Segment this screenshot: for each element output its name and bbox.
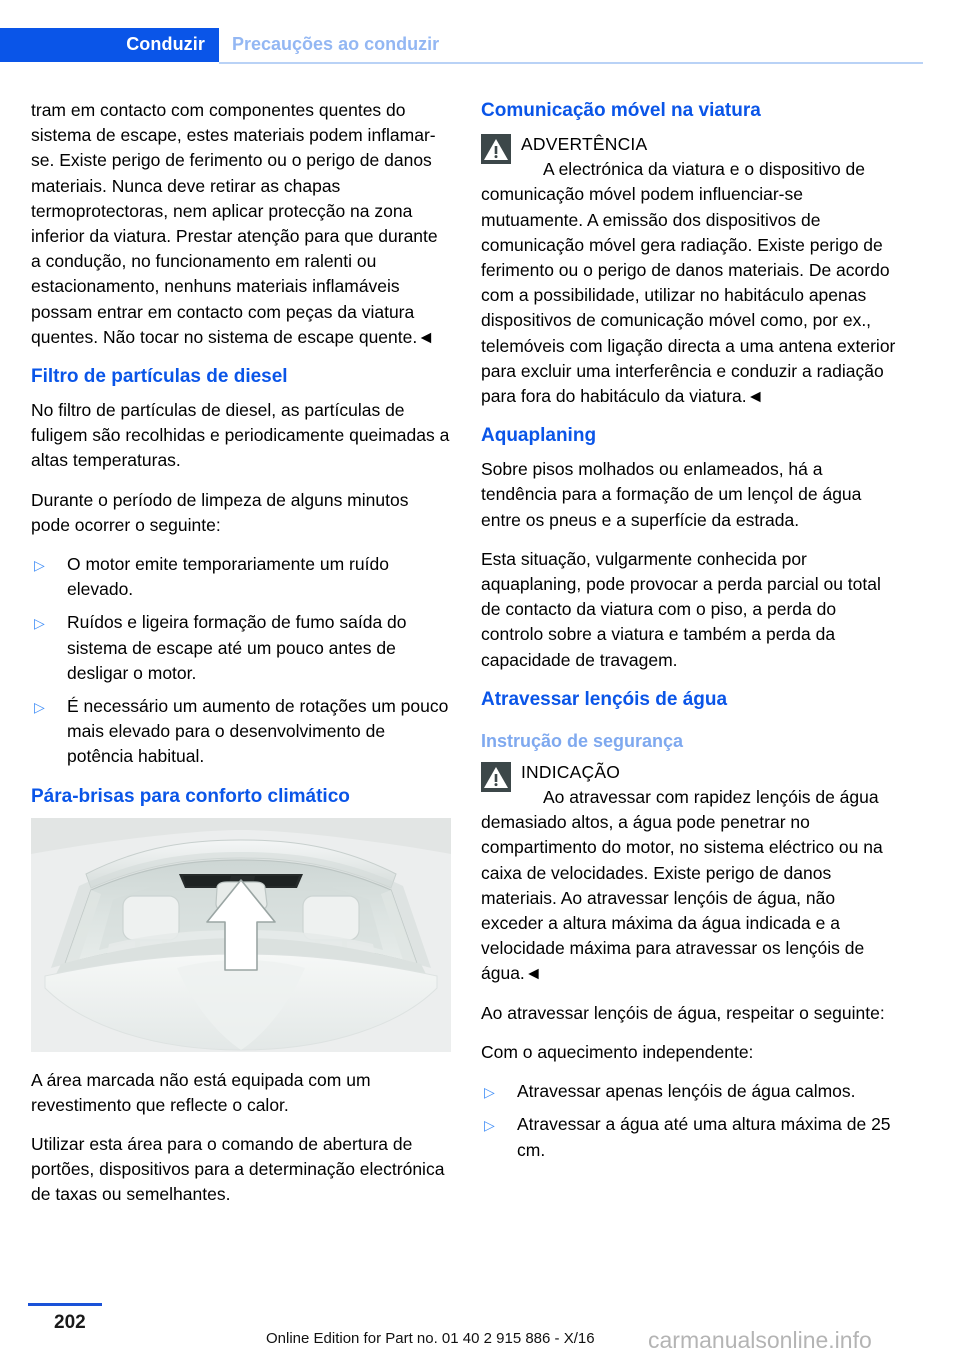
header-divider [219,62,923,64]
list-item [31,610,451,686]
water-crossing-bullet-list [481,1079,901,1163]
list-item-text: O motor emite temporariamente um ruído elevado. [67,554,389,600]
notice-text: Ao atravessar com rapidez lençóis de água demasiado altos, a água pode penetrar no compartimento do motor, no sistema eléctrico ou na caixa de velocidades. Existe perigo de danos materiais. Ao atravessar lençóis de água, não exceder a altura máxima da água indicada e a velocidade máxima para atravessar os lençóis de água.◄ [481,787,883,984]
aquaplaning-paragraph-1: Sobre pisos molhados ou enlameados, há a tendência para a formação de um lençol de água entre os pneus e a superfície da estrada. [481,459,862,530]
heading-aquaplaning: Aquaplaning [481,425,597,447]
triangle-bullet-icon: ▷ [34,615,45,632]
section-title: Precauções ao conduzir [232,34,440,54]
windshield-paragraph-1: A área marcada não está equipada com um revestimento que reflecte o calor. [31,1069,371,1115]
subheading-safety-instruction: Instrução de segurança [481,730,684,751]
right-column [481,98,901,1171]
triangle-bullet-icon: ▷ [34,557,45,574]
left-column [31,98,451,1222]
site-watermark: carmanualsonline.info [648,1327,872,1353]
windshield-paragraph-2: Utilizar esta área para o comando de abertura de portões, dispositivos para a determinação electrónica de taxas ou semelhantes. [31,1134,445,1205]
page-header [0,28,960,62]
warning-triangle-icon [481,134,511,164]
heading-mobile-communication: Comunicação móvel na viatura [481,100,761,121]
list-item [31,694,451,770]
aquaplaning-paragraph-2: Esta situação, vulgarmente conhecida por aquaplaning, pode provocar a perda parcial ou total de contacto da viatura com o piso, a perda do controlo sobre a viatura e também a perda da capacidade de travagem. [481,548,881,670]
warning-block-mobile-communication [481,132,901,409]
footer-divider [28,1303,102,1306]
chapter-tab [0,28,219,62]
diesel-filter-bullet-list [31,552,451,770]
list-item-text: Atravessar a água até uma altura máxima de 25 cm. [517,1114,891,1160]
list-item-text: Atravessar apenas lençóis de água calmos. [517,1081,856,1102]
windshield-interior-illustration [31,818,451,1052]
list-item-text: Ruídos e ligeira formação de fumo saída do sistema de escape até um pouco antes de desligar o motor. [67,612,407,683]
warning-triangle-icon [481,762,511,792]
page-number: 202 [54,1312,86,1333]
continued-paragraph: tram em contacto com componentes quentes do sistema de escape, estes materiais podem inflamar-se. Existe perigo de ferimento ou o perigo de danos materiais. Nunca deve retirar as chapas termoprotectoras, nem aplicar protecção na zona inferior da viatura. Prestar atenção para que durante a condução, no funcionamento em ralenti ou estacionamento, nenhuns materiais inflamáveis possam entrar em contacto com peças da viatura quentes. Não tocar no sistema de escape quente.◄ [31,100,438,347]
windshield-illustration-svg [31,818,451,1052]
water-crossing-paragraph-1: Ao atravessar lençóis de água, respeitar o seguinte: [481,1002,885,1023]
edition-note: Online Edition for Part no. 01 40 2 915 886 - X/16 [266,1330,595,1347]
notice-block-water-crossing [481,760,901,987]
heading-diesel-particle-filter: Filtro de partículas de diesel [31,366,288,388]
warning-text: A electrónica da viatura e o dispositivo de comunicação móvel podem influenciar-se mutuamente. A emissão dos dispositivos de comunicação móvel gera radiação. Existe perigo de ferimento ou o perigo de danos materiais. De acordo com a possibilidade, utilizar no habitáculo apenas dispositivos de comunicação móvel como, por ex., telemóveis com ligação directa a uma antena exterior para excluir uma interferência e conduzir a radiação para fora do habitáculo da viatura.◄ [481,159,896,407]
list-item [31,552,451,602]
water-crossing-paragraph-2: Com o aquecimento independente: [481,1041,754,1062]
warning-label: ADVERTÊNCIA [521,134,648,154]
list-item [481,1112,901,1162]
chapter-tab-label: Conduzir [126,34,205,54]
heading-water-crossing: Atravessar lençóis de água [481,688,728,710]
triangle-bullet-icon: ▷ [484,1084,495,1101]
heading-windshield-climate-comfort: Pára-brisas para conforto climático [31,785,350,807]
triangle-bullet-icon: ▷ [34,699,45,716]
notice-label: INDICAÇÃO [521,761,621,782]
diesel-filter-paragraph-1: No filtro de partículas de diesel, as partículas de fuligem são recolhidas e periodicamente queimadas a altas temperaturas. [31,400,450,471]
list-item [481,1079,901,1104]
list-item-text: É necessário um aumento de rotações um pouco mais elevado para o desenvolvimento de potência habitual. [67,696,449,767]
diesel-filter-paragraph-2: Durante o período de limpeza de alguns minutos pode ocorrer o seguinte: [31,489,409,535]
triangle-bullet-icon: ▷ [484,1117,495,1134]
